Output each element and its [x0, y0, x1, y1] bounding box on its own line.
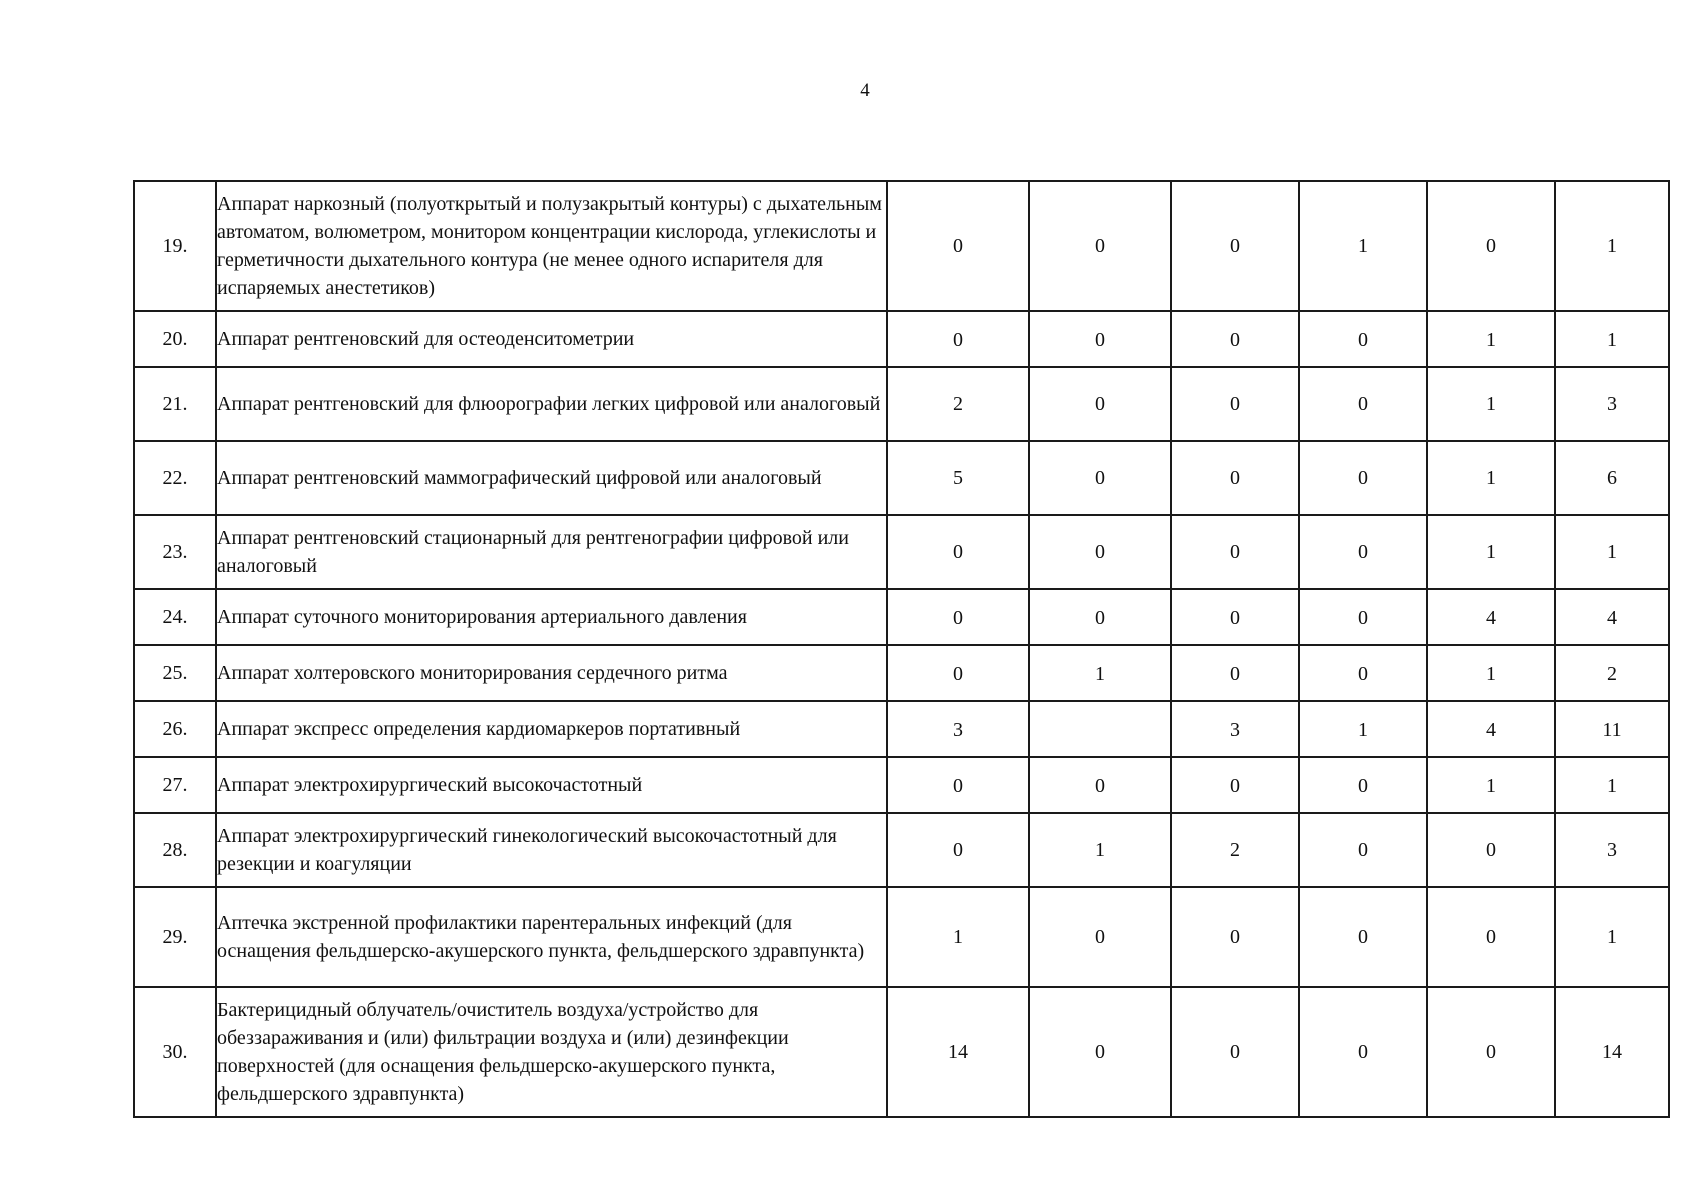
equipment-name: Аппарат рентгеновский для флюорографии легких цифровой или аналоговый [216, 367, 887, 441]
table-row [134, 887, 1669, 987]
equipment-name: Аппарат наркозный (полуоткрытый и полузакрытый контуры) с дыхательным автоматом, волюметром, монитором концентрации кислорода, углекислоты и герметичности дыхательного контура (не менее одного испарителя для испаряемых анестетиков) [216, 181, 887, 311]
value-cell: 0 [1299, 441, 1427, 515]
value-cell: 0 [1171, 645, 1299, 701]
total-cell: 4 [1555, 589, 1669, 645]
total-cell: 2 [1555, 645, 1669, 701]
value-cell: 4 [1427, 701, 1555, 757]
row-number: 19. [134, 181, 216, 311]
value-cell: 0 [1171, 311, 1299, 367]
value-cell: 0 [887, 589, 1029, 645]
value-cell: 1 [1029, 645, 1171, 701]
row-number: 21. [134, 367, 216, 441]
equipment-name: Аппарат рентгеновский стационарный для рентгенографии цифровой или аналоговый [216, 515, 887, 589]
value-cell: 0 [1029, 589, 1171, 645]
value-cell: 1 [1427, 645, 1555, 701]
value-cell: 1 [1427, 311, 1555, 367]
value-cell: 0 [1029, 181, 1171, 311]
value-cell: 1 [1427, 367, 1555, 441]
row-number: 30. [134, 987, 216, 1117]
value-cell: 1 [1427, 515, 1555, 589]
row-number: 20. [134, 311, 216, 367]
value-cell: 0 [887, 757, 1029, 813]
row-number: 29. [134, 887, 216, 987]
value-cell: 0 [1171, 441, 1299, 515]
value-cell: 0 [1029, 367, 1171, 441]
value-cell: 0 [1427, 887, 1555, 987]
value-cell: 0 [1029, 515, 1171, 589]
value-cell: 4 [1427, 589, 1555, 645]
value-cell: 0 [1029, 757, 1171, 813]
value-cell: 0 [1171, 515, 1299, 589]
value-cell: 0 [1171, 887, 1299, 987]
table-row [134, 311, 1669, 367]
value-cell: 0 [1029, 987, 1171, 1117]
equipment-name: Аптечка экстренной профилактики парентеральных инфекций (для оснащения фельдшерско-акушерского пункта, фельдшерского здравпункта) [216, 887, 887, 987]
row-number: 22. [134, 441, 216, 515]
equipment-name: Аппарат рентгеновский для остеоденситометрии [216, 311, 887, 367]
value-cell: 0 [1029, 441, 1171, 515]
value-cell: 0 [1299, 367, 1427, 441]
value-cell: 0 [1299, 589, 1427, 645]
value-cell: 0 [1299, 813, 1427, 887]
value-cell: 0 [1299, 515, 1427, 589]
page-number: 4 [860, 80, 870, 101]
value-cell: 2 [1171, 813, 1299, 887]
table-row [134, 181, 1669, 311]
value-cell: 0 [1427, 987, 1555, 1117]
total-cell: 3 [1555, 813, 1669, 887]
value-cell: 0 [887, 181, 1029, 311]
table-row [134, 987, 1669, 1117]
equipment-name: Аппарат экспресс определения кардиомаркеров портативный [216, 701, 887, 757]
value-cell: 0 [887, 645, 1029, 701]
row-number: 27. [134, 757, 216, 813]
table-row [134, 645, 1669, 701]
table-body [134, 181, 1669, 1117]
value-cell: 0 [1171, 589, 1299, 645]
equipment-table [133, 180, 1670, 1118]
total-cell: 1 [1555, 515, 1669, 589]
row-number: 28. [134, 813, 216, 887]
equipment-name: Бактерицидный облучатель/очиститель воздуха/устройство для обеззараживания и (или) фильтрации воздуха и (или) дезинфекции поверхностей (для оснащения фельдшерско-акушерского пункта, фельдшерского здравпункта) [216, 987, 887, 1117]
value-cell: 1 [1427, 757, 1555, 813]
equipment-name: Аппарат электрохирургический гинекологический высокочастотный для резекции и коагуляции [216, 813, 887, 887]
equipment-name: Аппарат электрохирургический высокочастотный [216, 757, 887, 813]
table-row [134, 589, 1669, 645]
row-number: 25. [134, 645, 216, 701]
value-cell: 1 [887, 887, 1029, 987]
value-cell [1029, 701, 1171, 757]
row-number: 26. [134, 701, 216, 757]
value-cell: 0 [1029, 887, 1171, 987]
value-cell: 5 [887, 441, 1029, 515]
value-cell: 0 [1029, 311, 1171, 367]
value-cell: 0 [887, 813, 1029, 887]
value-cell: 0 [1171, 987, 1299, 1117]
value-cell: 1 [1029, 813, 1171, 887]
equipment-name: Аппарат суточного мониторирования артериального давления [216, 589, 887, 645]
value-cell: 3 [1171, 701, 1299, 757]
value-cell: 0 [1299, 887, 1427, 987]
value-cell: 0 [1299, 311, 1427, 367]
total-cell: 14 [1555, 987, 1669, 1117]
value-cell: 0 [1171, 181, 1299, 311]
value-cell: 0 [1299, 645, 1427, 701]
total-cell: 1 [1555, 887, 1669, 987]
value-cell: 0 [887, 515, 1029, 589]
value-cell: 0 [1299, 757, 1427, 813]
value-cell: 0 [1427, 181, 1555, 311]
table-row [134, 515, 1669, 589]
row-number: 24. [134, 589, 216, 645]
total-cell: 6 [1555, 441, 1669, 515]
total-cell: 11 [1555, 701, 1669, 757]
value-cell: 14 [887, 987, 1029, 1117]
value-cell: 0 [887, 311, 1029, 367]
table-row [134, 367, 1669, 441]
total-cell: 1 [1555, 757, 1669, 813]
table-row [134, 757, 1669, 813]
table-row [134, 701, 1669, 757]
value-cell: 0 [1171, 757, 1299, 813]
equipment-name: Аппарат холтеровского мониторирования сердечного ритма [216, 645, 887, 701]
value-cell: 0 [1427, 813, 1555, 887]
value-cell: 1 [1427, 441, 1555, 515]
table-row [134, 813, 1669, 887]
row-number: 23. [134, 515, 216, 589]
value-cell: 1 [1299, 701, 1427, 757]
value-cell: 0 [1171, 367, 1299, 441]
value-cell: 1 [1299, 181, 1427, 311]
value-cell: 0 [1299, 987, 1427, 1117]
total-cell: 3 [1555, 367, 1669, 441]
total-cell: 1 [1555, 311, 1669, 367]
table-row [134, 441, 1669, 515]
value-cell: 3 [887, 701, 1029, 757]
value-cell: 2 [887, 367, 1029, 441]
equipment-name: Аппарат рентгеновский маммографический цифровой или аналоговый [216, 441, 887, 515]
total-cell: 1 [1555, 181, 1669, 311]
